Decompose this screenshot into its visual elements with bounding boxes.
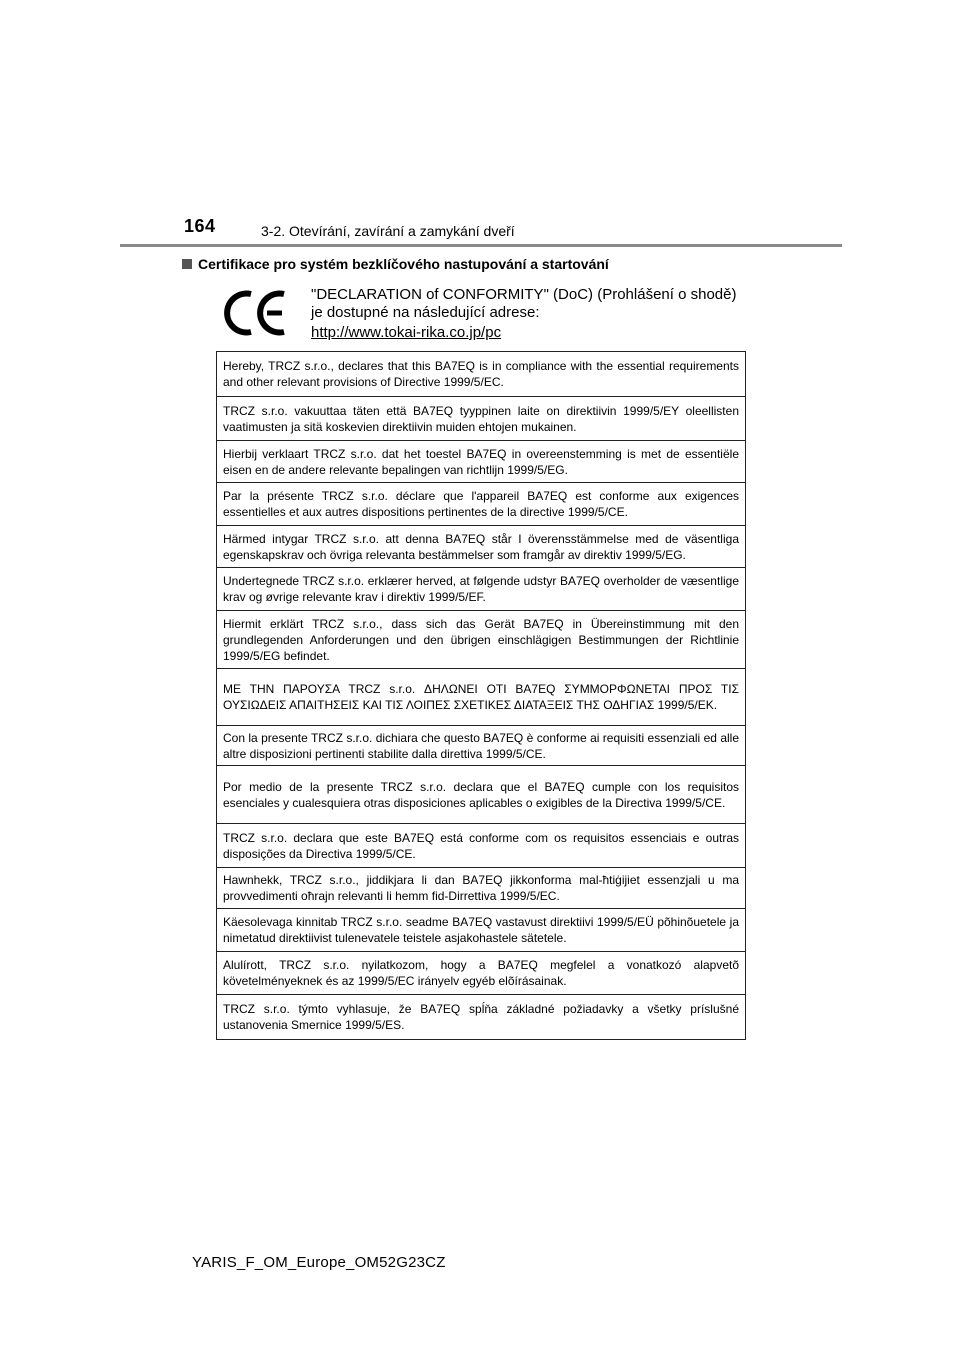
doc-notice	[311, 286, 761, 342]
page-number: 164	[184, 216, 216, 236]
declaration-row-nl: Hierbij verklaart TRCZ s.r.o. dat het toestel BA7EQ in overeenstemming is met de essentiële eisen en de andere relevante bepalingen van richtlijn 1999/5/EG.	[217, 440, 745, 482]
declaration-row-en: Hereby, TRCZ s.r.o., declares that this BA7EQ is in compliance with the essential requirements and other relevant provisions of Directive 1999/5/EC.	[223, 359, 739, 389]
declaration-row-sk: TRCZ s.r.o. týmto vyhlasuje, že BA7EQ spĺňa základné požiadavky a všetky príslušné ustanovenia Smernice 1999/5/ES.	[217, 994, 745, 1039]
square-bullet-icon	[182, 259, 192, 269]
declaration-row-hu: Alulírott, TRCZ s.r.o. nyilatkozom, hogy a BA7EQ megfelel a vonatkozó alapvetõ követelményeknek és az 1999/5/EC irányelv egyéb elõírásainak.	[217, 951, 745, 994]
ce-mark-icon	[222, 288, 288, 338]
declaration-row-pt: TRCZ s.r.o. declara que este BA7EQ está conforme com os requisitos essenciais e outras disposições da Directiva 1999/5/CE.	[217, 823, 745, 867]
subheading	[182, 256, 609, 272]
declaration-row-de: Hiermit erklärt TRCZ s.r.o., dass sich das Gerät BA7EQ in Übereinstimmung mit den grundlegenden Anforderungen und den übrigen einschlägigen Bestimmungen der Richtlinie 1999/5/EG befindet.	[217, 610, 745, 668]
doc-url-link[interactable]: http://www.tokai-rika.co.jp/pc	[311, 324, 502, 341]
declaration-row-fr: Par la présente TRCZ s.r.o. déclare que l'appareil BA7EQ est conforme aux exigences essentielles et aux autres dispositions pertinentes de la directive 1999/5/CE.	[217, 482, 745, 525]
doc-notice-line2: je dostupné na následující adrese:	[311, 304, 540, 321]
declaration-row-da: Undertegnede TRCZ s.r.o. erklærer herved, at følgende udstyr BA7EQ overholder de væsentlige krav og øvrige relevante krav i direktiv 1999/5/EF.	[217, 567, 745, 610]
section-title: 3-2. Otevírání, zavírání a zamykání dveří	[261, 223, 515, 239]
footer-code: YARIS_F_OM_Europe_OM52G23CZ	[192, 1254, 446, 1271]
declaration-row-it: Con la presente TRCZ s.r.o. dichiara che questo BA7EQ è conforme ai requisiti essenziali ed alle altre disposizioni pertinenti stabilite dalla direttiva 1999/5/CE.	[217, 725, 745, 765]
declaration-row-et: Käesolevaga kinnitab TRCZ s.r.o. seadme BA7EQ vastavust direktiivi 1999/5/EÜ põhinõuetele ja nimetatud direktiivist tulenevatele teistele asjakohastele sätetele.	[217, 908, 745, 951]
subheading-text: Certifikace pro systém bezklíčového nastupování a startování	[198, 256, 609, 272]
declaration-row-sv: Härmed intygar TRCZ s.r.o. att denna BA7EQ står I överensstämmelse med de väsentliga egenskapskrav och övriga relevanta bestämmelser som framgår av direktiv 1999/5/EG.	[217, 525, 745, 567]
declaration-row-mt: Hawnhekk, TRCZ s.r.o., jiddikjara li dan BA7EQ jikkonforma mal-ħtiġijiet essenzjali u ma provvedimenti oħrajn relevanti li hemm fid-Dirrettiva 1999/5/EC.	[217, 867, 745, 908]
declaration-row-el: ΜΕ ΤΗΝ ΠΑΡΟΥΣΑ TRCZ s.r.o. ΔΗΛΩΝΕΙ ΟΤΙ BA7EQ ΣΥΜΜΟΡΦΩΝΕΤΑΙ ΠΡΟΣ ΤΙΣ ΟΥΣΙΩΔΕΙΣ ΑΠΑΙΤΗΣΕΙΣ ΚΑΙ ΤΙΣ ΛΟΙΠΕΣ ΣΧΕΤΙΚΕΣ ΔΙΑΤΑΞΕΙΣ ΤΗΣ ΟΔΗΓΙΑΣ 1999/5/ΕΚ.	[217, 668, 745, 725]
declaration-row-fi: TRCZ s.r.o. vakuuttaa täten että BA7EQ tyyppinen laite on direktiivin 1999/5/EY oleellisten vaatimusten ja sitä koskevien direktiivin muiden ehtojen mukainen.	[217, 396, 745, 440]
declaration-row-es: Por medio de la presente TRCZ s.r.o. declara que el BA7EQ cumple con los requisitos esenciales y cualesquiera otras disposiciones aplicables o exigibles de la Directiva 1999/5/CE.	[217, 765, 745, 823]
declarations-table	[216, 351, 746, 1040]
header-rule	[120, 244, 842, 247]
doc-notice-line1: "DECLARATION of CONFORMITY" (DoC) (Prohlášení o shodě)	[311, 286, 737, 303]
